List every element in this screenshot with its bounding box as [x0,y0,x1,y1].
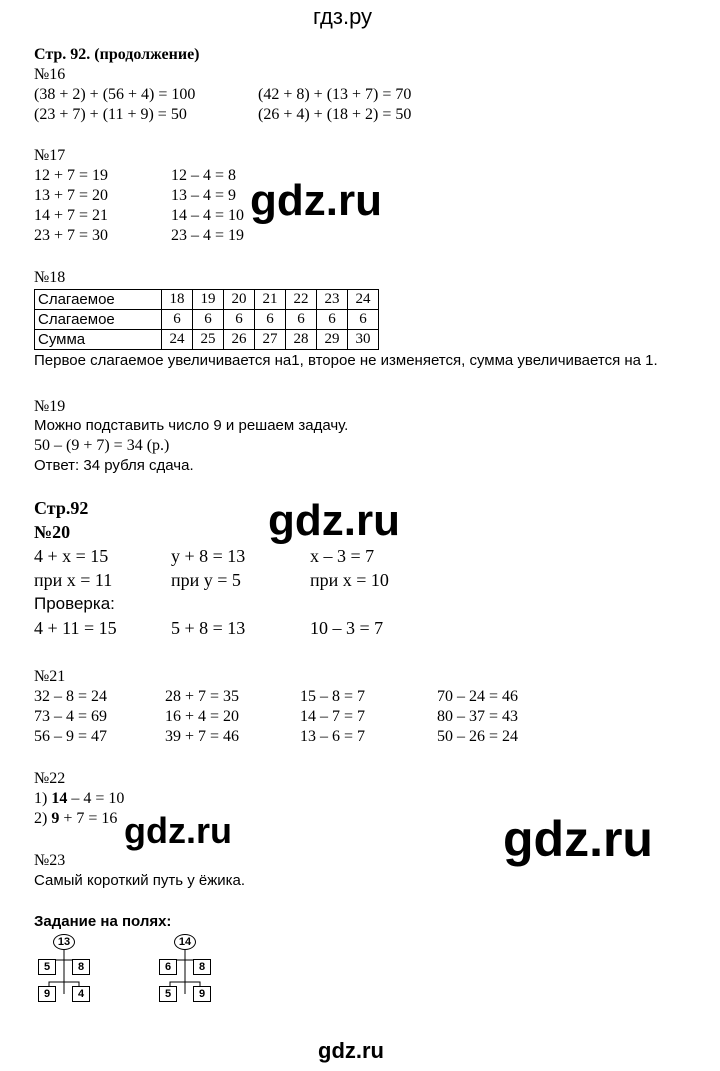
table-cell: 6 [317,310,348,330]
task-20-check: 10 – 3 = 7 [310,618,384,638]
tree-node: 9 [193,986,211,1002]
line-rest: + 7 = 16 [59,810,118,827]
tree-node: 6 [159,959,177,975]
table-cell: 18 [162,290,193,310]
table-cell: 28 [286,330,317,350]
task-21-line: 56 – 9 = 47 [34,728,108,745]
tree-node: 5 [159,986,177,1002]
watermark-gdz: gdz.ru [503,811,653,867]
table-cell: 6 [193,310,224,330]
tree-root: 14 [174,934,196,950]
watermark-gdz: gdz.ru [250,176,382,225]
watermark-gdz: gdz.ru [268,496,400,545]
task-19-line: Можно подставить число 9 и решаем задачу. [34,417,349,434]
task-21-line: 28 + 7 = 35 [165,688,240,705]
task-18-note: Первое слагаемое увеличивается на1, второе не изменяется, сумма увеличивается на 1. [34,352,658,369]
task-16-line: (26 + 4) + (18 + 2) = 50 [258,106,412,123]
task-21-line: 70 – 24 = 46 [437,688,519,705]
section-heading: Стр.92 [34,498,89,518]
tree-node: 9 [38,986,56,1002]
table-cell: 25 [193,330,224,350]
task-22-line [34,789,124,809]
table-cell: 23 [317,290,348,310]
line-rest: – 4 = 10 [67,790,125,807]
table-cell: 20 [224,290,255,310]
task-22-label: №22 [34,770,66,787]
margin-task-title: Задание на полях: [34,913,172,930]
task-20-label: №20 [34,522,71,542]
page-heading: Стр. 92. (продолжение) [34,46,200,63]
task-17-line: 12 + 7 = 19 [34,167,109,184]
task-17-line: 14 + 7 = 21 [34,207,109,224]
task-17-line: 12 – 4 = 8 [171,167,237,184]
task-16-line: (23 + 7) + (11 + 9) = 50 [34,106,187,123]
task-19-line: 50 – (9 + 7) = 34 (р.) [34,437,170,454]
line-prefix: 2) [34,810,52,827]
task-23-text: Самый короткий путь у ёжика. [34,872,246,889]
task-20-solution: при x = 10 [310,570,389,590]
table-cell: 21 [255,290,286,310]
task-19-line: Ответ: 34 рубля сдача. [34,457,194,474]
table-cell: 30 [348,330,379,350]
tree-node: 8 [193,959,211,975]
watermark-gdz: gdz.ru [124,810,232,851]
table-cell: 24 [162,330,193,350]
row-label: Сумма [35,330,162,350]
tree-root: 13 [53,934,75,950]
line-prefix: 1) [34,790,52,807]
task-17-line: 23 – 4 = 19 [171,227,245,244]
task-20-equation: x – 3 = 7 [310,546,375,566]
task-16-line: (38 + 2) + (56 + 4) = 100 [34,86,196,103]
table-cell: 29 [317,330,348,350]
row-label: Слагаемое [35,290,162,310]
table-cell: 6 [286,310,317,330]
task-18-label: №18 [34,269,66,286]
table-cell: 6 [224,310,255,330]
table-cell: 6 [255,310,286,330]
task-21-line: 14 – 7 = 7 [300,708,366,725]
task-20-check: 5 + 8 = 13 [171,618,246,638]
task-21-line: 15 – 8 = 7 [300,688,366,705]
task-21-line: 80 – 37 = 43 [437,708,519,725]
task-20-equation: y + 8 = 13 [171,546,246,566]
task-19-label: №19 [34,398,66,415]
table-cell: 19 [193,290,224,310]
task-21-line: 13 – 6 = 7 [300,728,366,745]
task-17-line: 14 – 4 = 10 [171,207,245,224]
task-17-line: 23 + 7 = 30 [34,227,109,244]
task-21-line: 73 – 4 = 69 [34,708,108,725]
task-21-line: 39 + 7 = 46 [165,728,240,745]
task-23-label: №23 [34,852,66,869]
table-row [35,310,379,330]
number-tree [34,934,124,1004]
task-21-line: 32 – 8 = 24 [34,688,108,705]
task-16-line: (42 + 8) + (13 + 7) = 70 [258,86,412,103]
tree-node: 5 [38,959,56,975]
row-label: Слагаемое [35,310,162,330]
task-17-line: 13 – 4 = 9 [171,187,237,204]
table-row [35,330,379,350]
table-cell: 27 [255,330,286,350]
task-21-line: 16 + 4 = 20 [165,708,240,725]
task-21-label: №21 [34,668,66,685]
bold-number: 9 [51,810,60,827]
table-cell: 24 [348,290,379,310]
task-21-line: 50 – 26 = 24 [437,728,519,745]
task-16-label: №16 [34,66,66,83]
tree-node: 8 [72,959,90,975]
table-row [35,290,379,310]
tree-node: 4 [72,986,90,1002]
task-20-check-label: Проверка: [34,594,115,613]
table-cell: 26 [224,330,255,350]
number-tree [155,934,245,1004]
task-17-line: 13 + 7 = 20 [34,187,109,204]
task-20-equation: 4 + x = 15 [34,546,109,566]
task-20-solution: при x = 11 [34,570,113,590]
table-cell: 6 [162,310,193,330]
task-20-check: 4 + 11 = 15 [34,618,117,638]
table-cell: 6 [348,310,379,330]
task-20-solution: при y = 5 [171,570,241,590]
table-cell: 22 [286,290,317,310]
task-18-table [34,289,379,350]
header-watermark: гдз.ру [313,4,373,29]
bold-number: 14 [51,790,68,807]
task-22-line [34,809,117,829]
footer-watermark: gdz.ru [318,1038,384,1063]
task-17-label: №17 [34,147,66,164]
